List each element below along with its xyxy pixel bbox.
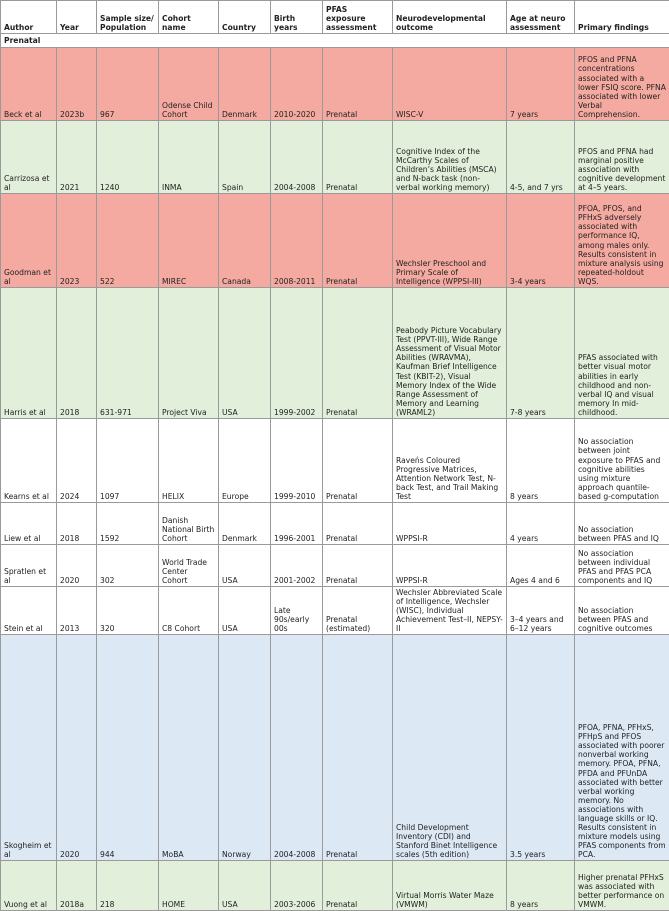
cell-exposure: Prenatal <box>323 194 393 288</box>
cell-exposure: Prenatal <box>323 545 393 587</box>
cell-exposure: Prenatal <box>323 861 393 911</box>
cell-outcome: Cognitive Index of the McCarthy Scales of Children’s Abilities (MSCA) and N-back task (non-verbal working memory) <box>393 121 507 194</box>
cell-findings: PFOA, PFOS, and PFHxS adversely associated with performance IQ, among males only. Results consistent in mixture analysis using repeated-holdout WQS. <box>575 194 669 288</box>
cell-sample: 522 <box>97 194 159 288</box>
cell-exposure: Prenatal <box>323 48 393 121</box>
cell-cohort: Project Viva <box>159 288 219 419</box>
cell-outcome: Raveńs Coloured Progressive Matrices, Attention Network Test, N-back Test, and Trail Making Test <box>393 419 507 503</box>
cell-outcome: WPPSI-R <box>393 503 507 545</box>
cell-year: 2023b <box>57 48 97 121</box>
cell-author: Kearns et al <box>1 419 57 503</box>
cell-exposure: Prenatal <box>323 503 393 545</box>
cell-outcome: WPPSI-R <box>393 545 507 587</box>
section-label: Prenatal <box>1 34 669 48</box>
cell-year: 2013 <box>57 587 97 635</box>
cell-cohort: HELIX <box>159 419 219 503</box>
cell-age: 8 years <box>507 861 575 911</box>
cell-author: Carrizosa et al <box>1 121 57 194</box>
cell-country: Europe <box>219 419 271 503</box>
cell-author: Beck et al <box>1 48 57 121</box>
cell-outcome: Peabody Picture Vocabulary Test (PPVT-III), Wide Range Assessment of Visual Motor Abilities (WRAVMA), Kaufman Brief Intelligence Test (KBIT-2), Visual Memory Index of the Wide Range Assessment of Memory and Learning (WRAML2) <box>393 288 507 419</box>
cell-author: Stein et al <box>1 587 57 635</box>
cell-exposure: Prenatal <box>323 635 393 861</box>
cell-cohort: HOME <box>159 861 219 911</box>
cell-exposure: Prenatal <box>323 121 393 194</box>
cell-age: 3-4 years <box>507 194 575 288</box>
cell-year: 2021 <box>57 121 97 194</box>
cell-cohort: Danish National Birth Cohort <box>159 503 219 545</box>
cell-outcome: Child Development Inventory (CDI) and Stanford Binet Intelligence scales (5th edition) <box>393 635 507 861</box>
cell-age: 3.5 years <box>507 635 575 861</box>
cell-findings: PFOS and PFNA had marginal positive association with cognitive development at 4–5 years. <box>575 121 669 194</box>
cell-findings: Higher prenatal PFHxS was associated with better performance on VMWM. <box>575 861 669 911</box>
cell-country: USA <box>219 587 271 635</box>
cell-findings: PFOS and PFNA concentrations associated with a lower FSIQ score. PFNA associated with lower Verbal Comprehension. <box>575 48 669 121</box>
cell-birth-years: 2008-2011 <box>271 194 323 288</box>
cell-age: 7 years <box>507 48 575 121</box>
cell-age: 7-8 years <box>507 288 575 419</box>
cell-author: Spratlen et al <box>1 545 57 587</box>
cell-sample: 320 <box>97 587 159 635</box>
section-row <box>1 34 669 48</box>
header-country: Country <box>219 1 271 34</box>
cell-birth-years: 1999-2002 <box>271 288 323 419</box>
header-findings: Primary findings <box>575 1 669 34</box>
cell-author: Harris et al <box>1 288 57 419</box>
cell-author: Skogheim et al <box>1 635 57 861</box>
cell-sample: 302 <box>97 545 159 587</box>
cell-findings: No association between joint exposure to PFAS and cognitive abilities using mixture approach quantile-based g-computation <box>575 419 669 503</box>
cell-country: USA <box>219 545 271 587</box>
cell-cohort: C8 Cohort <box>159 587 219 635</box>
cell-year: 2024 <box>57 419 97 503</box>
cell-birth-years: 2003-2006 <box>271 861 323 911</box>
cell-country: Spain <box>219 121 271 194</box>
cell-year: 2018a <box>57 861 97 911</box>
header-year: Year <box>57 1 97 34</box>
cell-cohort: Odense Child Cohort <box>159 48 219 121</box>
cell-sample: 1240 <box>97 121 159 194</box>
cell-cohort: MoBA <box>159 635 219 861</box>
cell-sample: 218 <box>97 861 159 911</box>
header-cohort: Cohort name <box>159 1 219 34</box>
cell-year: 2023 <box>57 194 97 288</box>
cell-birth-years: 2004-2008 <box>271 121 323 194</box>
cell-exposure: Prenatal (estimated) <box>323 587 393 635</box>
cell-findings: No association between individual PFAS and PFAS PCA components and IQ <box>575 545 669 587</box>
cell-exposure: Prenatal <box>323 419 393 503</box>
table-row <box>1 121 669 194</box>
table-row <box>1 194 669 288</box>
header-sample: Sample size/ Population <box>97 1 159 34</box>
table-row <box>1 545 669 587</box>
table-row <box>1 587 669 635</box>
cell-sample: 631-971 <box>97 288 159 419</box>
cell-cohort: World Trade Center Cohort <box>159 545 219 587</box>
cell-year: 2020 <box>57 635 97 861</box>
cell-year: 2020 <box>57 545 97 587</box>
cell-age: 4-5, and 7 yrs <box>507 121 575 194</box>
table-row <box>1 419 669 503</box>
cell-birth-years: 2010-2020 <box>271 48 323 121</box>
cell-country: Denmark <box>219 48 271 121</box>
table-row <box>1 861 669 911</box>
cell-age: 3–4 years and 6–12 years <box>507 587 575 635</box>
cell-country: USA <box>219 861 271 911</box>
cell-outcome: Virtual Morris Water Maze (VMWM) <box>393 861 507 911</box>
cell-birth-years: 2001-2002 <box>271 545 323 587</box>
cell-age: Ages 4 and 6 <box>507 545 575 587</box>
cell-author: Goodman et al <box>1 194 57 288</box>
header-exposure: PFAS exposure assessment <box>323 1 393 34</box>
cell-birth-years: 2004-2008 <box>271 635 323 861</box>
cell-sample: 1097 <box>97 419 159 503</box>
table-row <box>1 503 669 545</box>
header-outcome: Neurodevelopmental outcome <box>393 1 507 34</box>
table-row <box>1 288 669 419</box>
cell-age: 8 years <box>507 419 575 503</box>
header-row <box>1 1 669 34</box>
cell-country: Canada <box>219 194 271 288</box>
cell-age: 4 years <box>507 503 575 545</box>
cell-sample: 967 <box>97 48 159 121</box>
cell-outcome: WISC-V <box>393 48 507 121</box>
cell-birth-years: 1999-2010 <box>271 419 323 503</box>
cell-author: Liew et al <box>1 503 57 545</box>
cell-country: Norway <box>219 635 271 861</box>
cell-birth-years: Late 90s/early 00s <box>271 587 323 635</box>
header-birth-years: Birth years <box>271 1 323 34</box>
cell-birth-years: 1996-2001 <box>271 503 323 545</box>
cell-cohort: MIREC <box>159 194 219 288</box>
cell-findings: No association between PFAS and IQ <box>575 503 669 545</box>
cell-sample: 1592 <box>97 503 159 545</box>
cell-outcome: Wechsler Preschool and Primary Scale of Intelligence (WPPSI-III) <box>393 194 507 288</box>
header-author: Author <box>1 1 57 34</box>
cell-year: 2018 <box>57 288 97 419</box>
cell-cohort: INMA <box>159 121 219 194</box>
cell-findings: PFOA, PFNA, PFHxS, PFHpS and PFOS associated with poorer nonverbal working memory. PFOA, PFNA, PFDA and PFUnDA associated with better verbal working memory. No associations with language skills or IQ. Results consistent in mixture models using PFAS components from PCA. <box>575 635 669 861</box>
cell-findings: No association between PFAS and cognitive outcomes <box>575 587 669 635</box>
table-row <box>1 635 669 861</box>
cell-sample: 944 <box>97 635 159 861</box>
cell-findings: PFAS associated with better visual motor abilities in early childhood and non-verbal IQ and visual memory In mid-childhood. <box>575 288 669 419</box>
cell-country: USA <box>219 288 271 419</box>
cell-exposure: Prenatal <box>323 288 393 419</box>
header-age: Age at neuro assessment <box>507 1 575 34</box>
table-row <box>1 48 669 121</box>
cell-author: Vuong et al <box>1 861 57 911</box>
cell-country: Denmark <box>219 503 271 545</box>
cell-year: 2018 <box>57 503 97 545</box>
cell-outcome: Wechsler Abbreviated Scale of Intelligence, Wechsler (WISC), Individual Achievement Test–II, NEPSY-II <box>393 587 507 635</box>
